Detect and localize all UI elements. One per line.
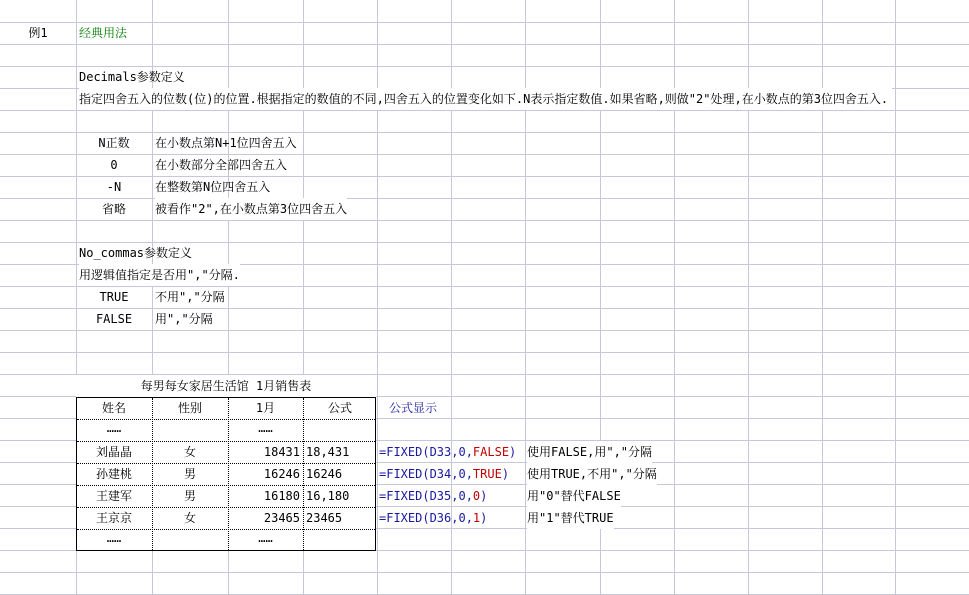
decimals-text[interactable]: 在小数点第N+1位四舍五入	[155, 136, 297, 150]
ellipsis[interactable]: ……	[106, 421, 122, 435]
ellipsis[interactable]: ……	[258, 531, 273, 545]
cell-fixed-result[interactable]: 16246	[306, 467, 343, 481]
decimals-heading[interactable]: Decimals参数定义	[79, 70, 185, 84]
cell-sales[interactable]: 23465	[263, 511, 300, 525]
cell-note[interactable]: 使用FALSE,用","分隔	[527, 441, 652, 463]
cell-name[interactable]: 王京京	[95, 511, 132, 525]
formula-display-header[interactable]: 公式显示	[389, 401, 438, 415]
header-formula[interactable]: 公式	[327, 401, 352, 415]
cell-sales[interactable]: 16180	[263, 489, 300, 503]
decimals-key[interactable]: -N	[106, 180, 122, 194]
cell-note[interactable]: 用"1"替代TRUE	[527, 507, 614, 529]
cell-gender[interactable]: 女	[183, 445, 196, 459]
cell-fixed-result[interactable]: 18,431	[306, 445, 350, 459]
cell-formula-text[interactable]	[379, 441, 516, 463]
cell-name[interactable]: 孙建桃	[95, 467, 132, 481]
cell-formula-text[interactable]	[379, 507, 487, 529]
no-commas-key[interactable]: TRUE	[99, 290, 129, 304]
cell-formula-text[interactable]	[379, 463, 509, 485]
formula-arg: 0	[472, 489, 481, 503]
no-commas-heading[interactable]: No_commas参数定义	[79, 246, 193, 260]
decimals-description[interactable]: 指定四舍五入的位数(位)的位置.根据指定的数值的不同,四舍五入的位置变化如下.N表示指定数值.如果省略,则做"2"处理,在小数点的第3位四舍五入.	[79, 88, 892, 110]
row-gridline	[0, 330, 969, 331]
decimals-text[interactable]: 在小数部分全部四舍五入	[155, 158, 288, 172]
cell-gender[interactable]: 男	[183, 467, 196, 481]
row-gridline	[0, 352, 969, 353]
formula-arg: FALSE	[472, 445, 510, 459]
decimals-text[interactable]: 被看作"2",在小数点第3位四舍五入	[155, 198, 347, 220]
formula-suffix: )	[509, 445, 517, 459]
cell-gender[interactable]: 男	[183, 489, 196, 503]
formula-prefix: =FIXED(D33,0,	[379, 445, 473, 459]
row-gridline	[0, 44, 969, 45]
no-commas-key[interactable]: FALSE	[95, 312, 133, 326]
formula-suffix: )	[480, 511, 488, 525]
cell-sales[interactable]: 18431	[263, 445, 300, 459]
row-gridline	[0, 22, 969, 23]
table-title[interactable]: 每男每女家居生活馆 1月销售表	[76, 375, 376, 397]
header-sales[interactable]: 1月	[255, 401, 276, 415]
cell-name[interactable]: 刘晶晶	[95, 445, 132, 459]
decimals-key[interactable]: 0	[110, 158, 118, 172]
cell-name[interactable]: 王建军	[95, 489, 132, 503]
formula-prefix: =FIXED(D35,0,	[379, 489, 473, 503]
row-gridline	[0, 220, 969, 221]
cell-fixed-result[interactable]: 23465	[306, 511, 343, 525]
formula-prefix: =FIXED(D34,0,	[379, 467, 473, 481]
header-gender[interactable]: 性别	[177, 401, 202, 415]
ellipsis[interactable]: ……	[106, 531, 122, 545]
formula-prefix: =FIXED(D36,0,	[379, 511, 473, 525]
no-commas-text[interactable]: 不用","分隔	[155, 290, 225, 304]
cell-formula-text[interactable]	[379, 485, 487, 507]
example-label[interactable]: 例1	[28, 26, 48, 40]
decimals-text[interactable]: 在整数第N位四舍五入	[155, 180, 271, 194]
decimals-key[interactable]: 省略	[101, 202, 126, 216]
formula-arg: TRUE	[472, 467, 502, 481]
decimals-key[interactable]: N正数	[98, 136, 130, 150]
formula-arg: 1	[472, 511, 481, 525]
cell-sales[interactable]: 16246	[263, 467, 300, 481]
header-name[interactable]: 姓名	[101, 401, 126, 415]
no-commas-text[interactable]: 用","分隔	[155, 312, 213, 326]
row-gridline	[0, 572, 969, 573]
no-commas-description[interactable]: 用逻辑值指定是否用","分隔.	[79, 264, 240, 286]
formula-suffix: )	[501, 467, 510, 481]
cell-note[interactable]: 用"0"替代FALSE	[527, 485, 621, 507]
formula-suffix: )	[480, 489, 488, 503]
section-title[interactable]: 经典用法	[79, 26, 128, 40]
cell-fixed-result[interactable]: 16,180	[306, 489, 350, 503]
cell-note[interactable]: 使用TRUE,不用","分隔	[527, 463, 657, 485]
ellipsis[interactable]: ……	[258, 421, 273, 435]
row-gridline	[0, 110, 969, 111]
cell-gender[interactable]: 女	[183, 511, 196, 525]
